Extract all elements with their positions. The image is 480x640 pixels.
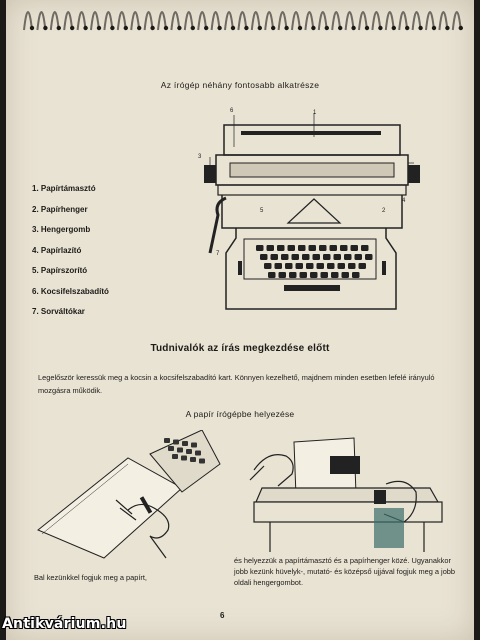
keyboard-key — [310, 272, 318, 278]
keyboard-key — [330, 245, 338, 251]
keyboard-key — [313, 254, 321, 260]
keyboard-key — [195, 451, 201, 456]
binding-hole — [177, 26, 181, 30]
keyboard-key — [352, 272, 360, 278]
keyboard-key — [321, 272, 329, 278]
keyboard-key — [342, 272, 350, 278]
keyboard-key — [281, 254, 289, 260]
subheading: A papír írógépbe helyezése — [185, 409, 295, 419]
diagram-number: 1 — [313, 110, 317, 116]
diagram-caption: Az írógép néhány fontosabb alkatrésze — [160, 80, 320, 90]
diagram-number: 3 — [198, 154, 202, 160]
keyboard-key — [172, 454, 178, 459]
keyboard-key — [268, 272, 276, 278]
keyboard-key — [300, 272, 308, 278]
keyboard-key — [317, 263, 325, 269]
keyboard-key — [309, 245, 317, 251]
keyboard-key — [323, 254, 331, 260]
keyboard-key — [285, 263, 293, 269]
binding-hole — [378, 26, 382, 30]
parts-list-item: 1. Papírtámasztó — [32, 184, 96, 193]
keyboard-key — [186, 449, 192, 454]
keyboard-key — [277, 245, 285, 251]
keyboard-key — [271, 254, 279, 260]
parts-list-item: 4. Papírlazító — [32, 245, 82, 255]
caption-right: és helyezzük a papírtámasztó és a papírhenger közé. Ugyanakkor jobb kezünk hüvelyk-, mutató- és középső ujjával fogjuk meg a jobb oldali hengergombot. — [234, 556, 456, 587]
keyboard-key — [361, 245, 369, 251]
binding-hole — [459, 26, 463, 30]
intro-paragraph: Legelőször keressük meg a kocsin a kocsifelszabadító kart. Könnyen kezelhető, majdnem minden esetben lefelé irányuló mozgásra működik. — [38, 373, 435, 395]
watermark-text: Antikvárium.hu — [2, 616, 127, 632]
binding-hole — [124, 26, 128, 30]
illustration-inserting-paper — [234, 430, 460, 555]
keyboard-key — [191, 443, 197, 448]
binding-hole — [43, 26, 47, 30]
diagram-number: 2 — [382, 208, 386, 214]
parts-list-item: 5. Papírszorító — [32, 266, 88, 275]
binding-hole — [70, 26, 74, 30]
binding-hole — [164, 26, 168, 30]
keyboard-key — [289, 272, 297, 278]
binding-hole — [284, 26, 288, 30]
binding-hole — [150, 26, 154, 30]
binding-hole — [311, 26, 315, 30]
keyboard-key — [182, 441, 188, 446]
binding-hole — [204, 26, 208, 30]
keyboard-key — [331, 272, 339, 278]
binding-hole — [231, 26, 235, 30]
binding-hole — [325, 26, 329, 30]
keyboard-key — [319, 245, 327, 251]
binding-hole — [392, 26, 396, 30]
diagram-number: 5 — [260, 208, 264, 214]
keyboard-key — [298, 245, 306, 251]
keyboard-key — [302, 254, 310, 260]
diagram-number: 6 — [230, 108, 234, 114]
keyboard-key — [199, 459, 205, 464]
caption-left: Bal kezünkkel fogjuk meg a papírt, — [34, 573, 147, 582]
keyboard-key — [351, 245, 359, 251]
document-page — [6, 0, 474, 640]
binding-hole — [432, 26, 436, 30]
keyboard-key — [260, 254, 268, 260]
keyboard-key — [359, 263, 367, 269]
binding-hole — [405, 26, 409, 30]
keyboard-key — [338, 263, 346, 269]
keyboard-key — [306, 263, 314, 269]
spiral-binding — [6, 0, 474, 34]
keyboard-key — [173, 440, 179, 445]
keyboard-key — [164, 438, 170, 443]
keyboard-key — [365, 254, 373, 260]
keyboard-key — [177, 448, 183, 453]
keyboard-key — [190, 457, 196, 462]
keyboard-key — [327, 263, 335, 269]
parts-list — [32, 183, 109, 327]
diagram-number: 4 — [402, 198, 406, 204]
keyboard-key — [296, 263, 304, 269]
diagram-number: 7 — [216, 251, 220, 257]
parts-list-item: 6. Kocsifelszabadító — [32, 286, 109, 296]
keyboard-key — [288, 245, 296, 251]
parts-list-item: 3. Hengergomb — [32, 225, 91, 234]
binding-hole — [365, 26, 369, 30]
binding-hole — [258, 26, 262, 30]
binding-hole — [191, 26, 195, 30]
binding-hole — [217, 26, 221, 30]
keyboard-key — [264, 263, 272, 269]
binding-hole — [97, 26, 101, 30]
typewriter-parts-diagram — [196, 103, 436, 328]
keyboard-key — [168, 446, 174, 451]
binding-hole — [298, 26, 302, 30]
parts-list-item: 2. Papírhenger — [32, 204, 88, 214]
binding-hole — [338, 26, 342, 30]
parts-list-item: 7. Sorváltókar — [32, 307, 85, 316]
binding-hole — [83, 26, 87, 30]
binding-hole — [351, 26, 355, 30]
keyboard-key — [334, 254, 342, 260]
section-heading: Tudnivalók az írás megkezdése előtt — [150, 343, 330, 354]
keyboard-key — [340, 245, 348, 251]
binding-hole — [418, 26, 422, 30]
illustration-hand-holding-paper — [32, 430, 222, 560]
keyboard-key — [267, 245, 275, 251]
keyboard-key — [181, 456, 187, 461]
keyboard-key — [348, 263, 356, 269]
binding-hole — [137, 26, 141, 30]
binding-hole — [445, 26, 449, 30]
keyboard-key — [292, 254, 300, 260]
page-number: 6 — [220, 611, 225, 620]
binding-hole — [30, 26, 34, 30]
binding-hole — [244, 26, 248, 30]
keyboard-key — [279, 272, 287, 278]
keyboard-key — [275, 263, 283, 269]
keyboard-key — [344, 254, 352, 260]
keyboard-key — [355, 254, 363, 260]
keyboard-key — [256, 245, 264, 251]
binding-hole — [271, 26, 275, 30]
binding-hole — [57, 26, 61, 30]
binding-hole — [110, 26, 114, 30]
